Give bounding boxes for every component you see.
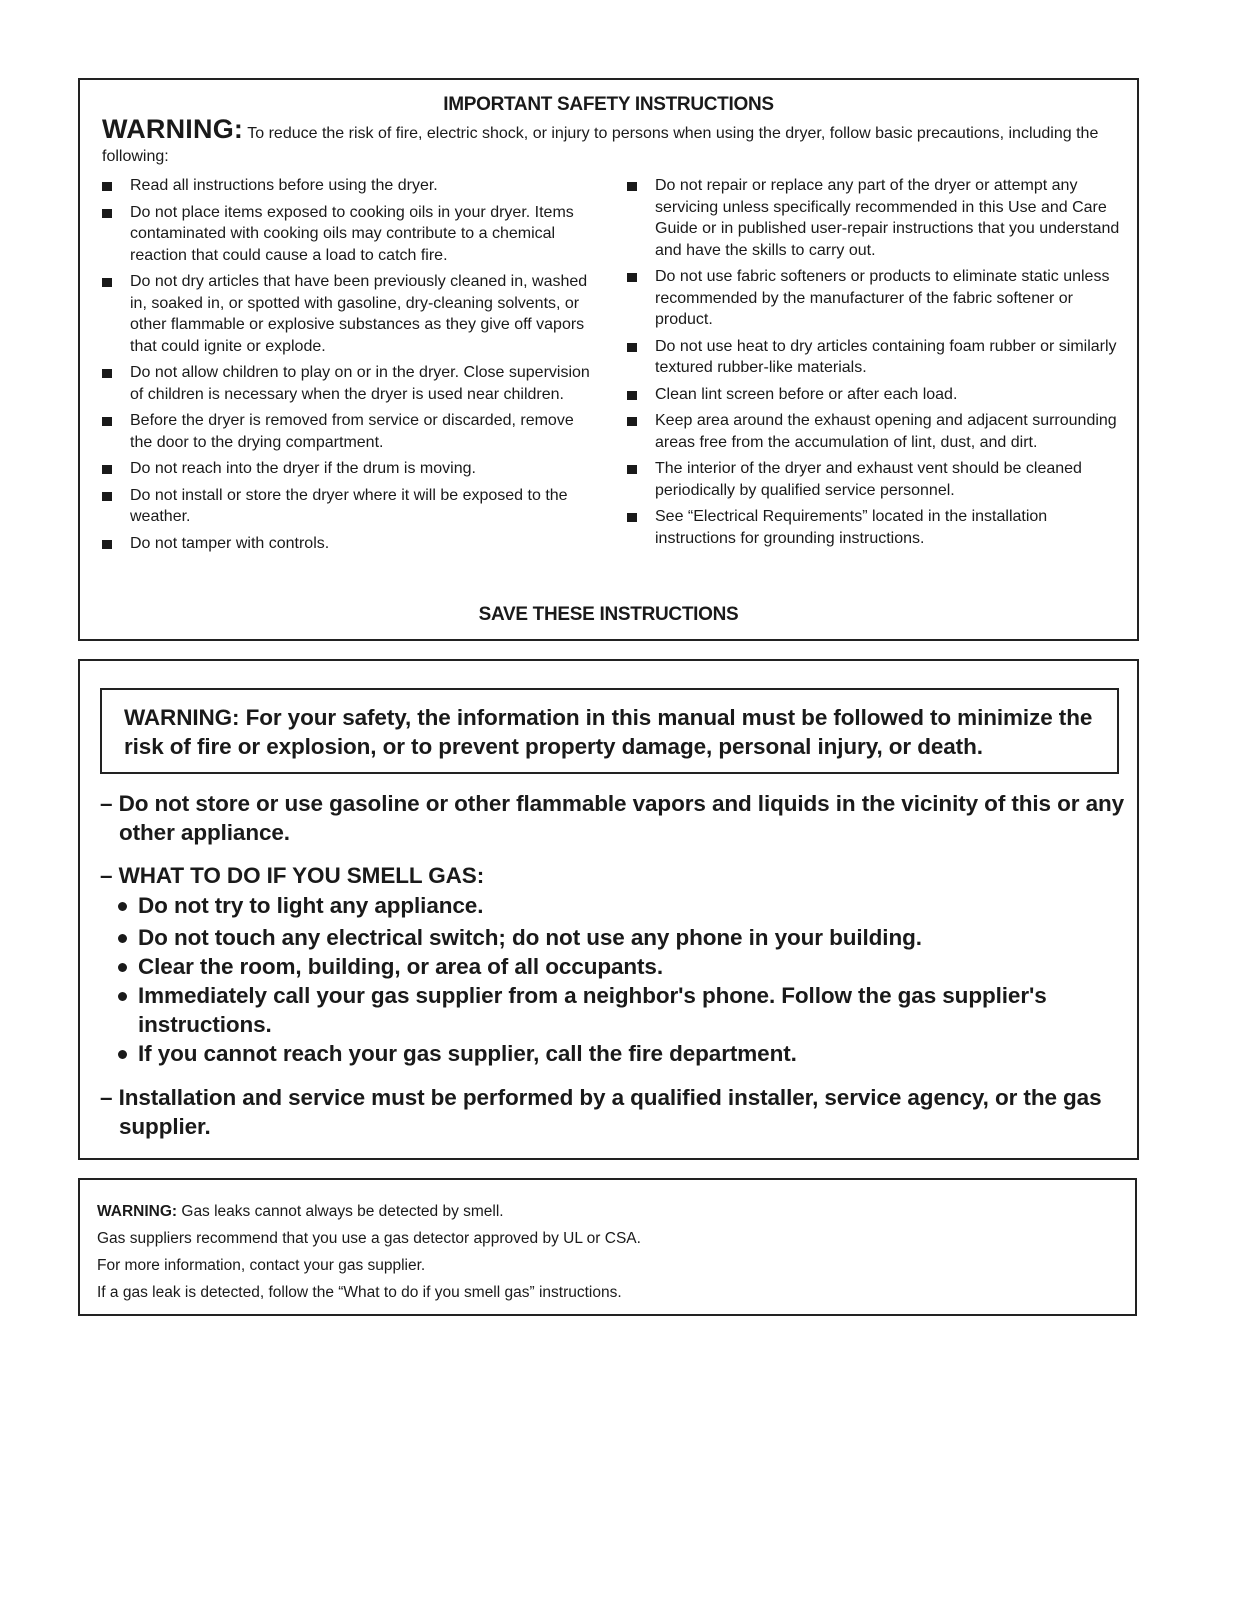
dot-bullet-icon (118, 992, 127, 1001)
list-item: Do not touch any electrical switch; do not use any phone in your building. (118, 923, 1118, 952)
square-bullet-icon (627, 391, 637, 400)
warning-label: WARNING: (102, 114, 244, 144)
square-bullet-icon (102, 417, 112, 426)
safety-item: Do not use fabric softeners or products to eliminate static unless recommended by the manufacturer of the fabric softener or product. (625, 266, 1125, 331)
safety-title: IMPORTANT SAFETY INSTRUCTIONS (443, 94, 774, 115)
gas-item-smell-gas-heading: – WHAT TO DO IF YOU SMELL GAS: (100, 863, 485, 888)
safety-item: Do not tamper with controls. (100, 533, 600, 555)
square-bullet-icon (102, 278, 112, 287)
safety-item: The interior of the dryer and exhaust vent should be cleaned periodically by qualified service personnel. (625, 458, 1125, 501)
list-item: Do not try to light any appliance. (118, 891, 1118, 920)
safety-item: Read all instructions before using the dryer. (100, 175, 600, 197)
safety-list-right (625, 175, 1125, 554)
safety-item: Do not install or store the dryer where it will be exposed to the weather. (100, 485, 600, 528)
square-bullet-icon (102, 540, 112, 549)
gas-smell-steps-list (118, 891, 1118, 1068)
dot-bullet-icon (118, 963, 127, 972)
safety-item: Do not allow children to play on or in the dryer. Close supervision of children is necessary when the dryer is used near children. (100, 362, 600, 405)
safety-item: Do not repair or replace any part of the dryer or attempt any servicing unless specifically recommended in this Use and Care Guide or in published user-repair instructions that you understand and have the skills to carry out. (625, 175, 1125, 261)
leak-line-3: For more information, contact your gas supplier. (97, 1257, 426, 1274)
leak-line-2: Gas suppliers recommend that you use a gas detector approved by UL or CSA. (97, 1230, 641, 1247)
inner-warning-banner: WARNING: For your safety, the information in this manual must be followed to minimize the risk of fire or explosion, or to prevent property damage, personal injury, or death. (100, 688, 1119, 774)
safety-item: Before the dryer is removed from service or discarded, remove the door to the drying compartment. (100, 410, 600, 453)
list-item: Clear the room, building, or area of all occupants. (118, 952, 1118, 981)
safety-item: Do not dry articles that have been previously cleaned in, washed in, soaked in, or spotted with gasoline, dry-cleaning solvents, or other flammable or explosive substances as they give off vapors that could ignite or explode. (100, 271, 600, 357)
square-bullet-icon (102, 182, 112, 191)
square-bullet-icon (627, 182, 637, 191)
safety-item: Do not reach into the dryer if the drum is moving. (100, 458, 600, 480)
square-bullet-icon (102, 492, 112, 501)
warning-text: To reduce the risk of fire, electric shock, or injury to persons when using the dryer, follow basic precautions, including the following: (102, 125, 1099, 165)
safety-item: Do not place items exposed to cooking oils in your dryer. Items contaminated with cooking oils may contribute to a chemical reaction that could cause a load to catch fire. (100, 202, 600, 267)
dot-bullet-icon (118, 902, 127, 911)
safety-list-left (100, 175, 600, 559)
important-safety-instructions-box (78, 78, 1139, 641)
gas-item-flammable: – Do not store or use gasoline or other flammable vapors and liquids in the vicinity of this or any other appliance. (100, 791, 1125, 845)
safety-item: Clean lint screen before or after each load. (625, 384, 1125, 406)
gas-warning-box (78, 659, 1139, 1160)
save-instructions-heading: SAVE THESE INSTRUCTIONS (478, 604, 739, 625)
square-bullet-icon (627, 465, 637, 474)
safety-item: Keep area around the exhaust opening and adjacent surrounding areas free from the accumulation of lint, dust, and dirt. (625, 410, 1125, 453)
list-item: If you cannot reach your gas supplier, call the fire department. (118, 1039, 1118, 1068)
safety-warning (102, 114, 1122, 168)
square-bullet-icon (627, 343, 637, 352)
dot-bullet-icon (118, 1050, 127, 1059)
gas-leak-warning-box (78, 1178, 1137, 1316)
square-bullet-icon (627, 417, 637, 426)
dot-bullet-icon (118, 934, 127, 943)
square-bullet-icon (102, 209, 112, 218)
leak-warning-label: WARNING: (97, 1203, 178, 1220)
square-bullet-icon (627, 513, 637, 522)
gas-item-installation: – Installation and service must be performed by a qualified installer, service agency, or the gas supplier. (100, 1085, 1102, 1139)
list-item: Immediately call your gas supplier from a neighbor's phone. Follow the gas supplier's instructions. (118, 981, 1118, 1039)
leak-line-4: If a gas leak is detected, follow the “What to do if you smell gas” instructions. (97, 1284, 622, 1301)
square-bullet-icon (102, 465, 112, 474)
square-bullet-icon (627, 273, 637, 282)
safety-item: See “Electrical Requirements” located in the installation instructions for grounding instructions. (625, 506, 1125, 549)
leak-line-1: WARNING: Gas leaks cannot always be detected by smell. (97, 1203, 504, 1220)
square-bullet-icon (102, 369, 112, 378)
safety-item: Do not use heat to dry articles containing foam rubber or similarly textured rubber-like materials. (625, 336, 1125, 379)
